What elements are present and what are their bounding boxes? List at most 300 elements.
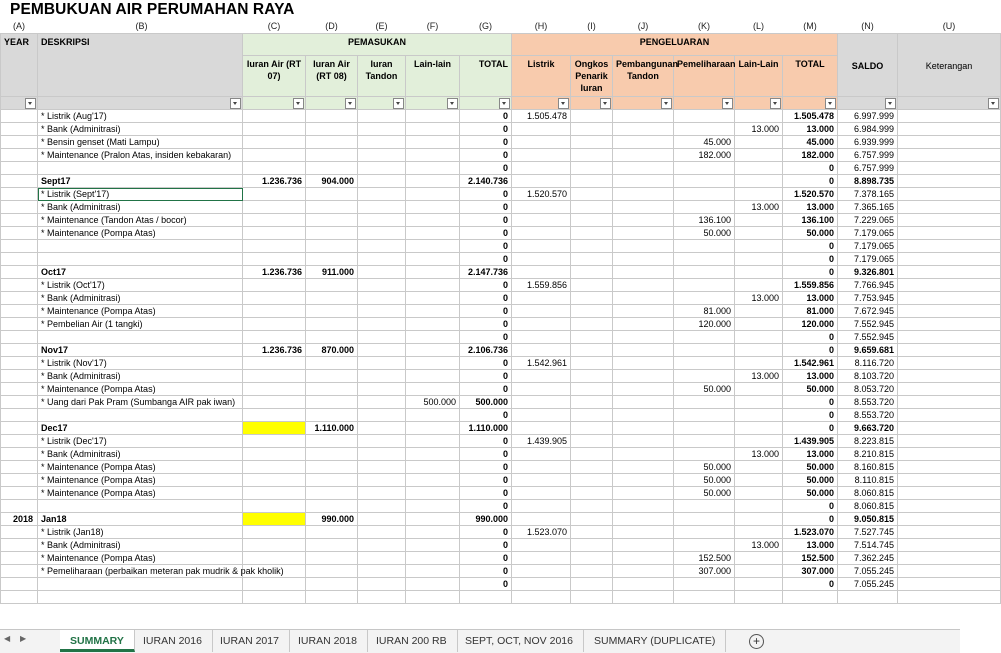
year-cell[interactable] xyxy=(1,487,38,500)
value-cell-g[interactable]: 0 xyxy=(460,162,512,175)
keterangan-cell[interactable] xyxy=(898,279,1001,292)
value-cell-h[interactable] xyxy=(512,292,571,305)
value-cell-c[interactable] xyxy=(243,578,306,591)
value-cell-g[interactable] xyxy=(460,591,512,604)
value-cell-n[interactable]: 6.757.999 xyxy=(838,162,898,175)
filter-dropdown-icon[interactable] xyxy=(25,98,36,109)
keterangan-cell[interactable] xyxy=(898,448,1001,461)
value-cell-l[interactable] xyxy=(735,188,783,201)
value-cell-i[interactable] xyxy=(571,201,613,214)
value-cell-i[interactable] xyxy=(571,357,613,370)
year-cell[interactable] xyxy=(1,266,38,279)
value-cell-l[interactable] xyxy=(735,422,783,435)
value-cell-g[interactable]: 500.000 xyxy=(460,396,512,409)
value-cell-l[interactable] xyxy=(735,227,783,240)
value-cell-k[interactable] xyxy=(674,292,735,305)
value-cell-l[interactable] xyxy=(735,552,783,565)
description-cell[interactable] xyxy=(38,253,243,266)
value-cell-l[interactable] xyxy=(735,500,783,513)
value-cell-l[interactable] xyxy=(735,266,783,279)
value-cell-j[interactable] xyxy=(613,513,674,526)
description-cell[interactable] xyxy=(38,591,243,604)
next-sheet-icon[interactable]: ▶ xyxy=(20,634,27,643)
value-cell-n[interactable]: 6.997.999 xyxy=(838,110,898,123)
value-cell-l[interactable]: 13.000 xyxy=(735,201,783,214)
value-cell-f[interactable] xyxy=(406,175,460,188)
value-cell-g[interactable]: 0 xyxy=(460,292,512,305)
value-cell-m[interactable]: 0 xyxy=(783,331,838,344)
year-cell[interactable] xyxy=(1,279,38,292)
value-cell-c[interactable] xyxy=(243,240,306,253)
value-cell-n[interactable]: 7.552.945 xyxy=(838,331,898,344)
description-cell[interactable]: * Bank (Adminitrasi) xyxy=(38,539,243,552)
value-cell-m[interactable]: 0 xyxy=(783,240,838,253)
year-cell[interactable] xyxy=(1,110,38,123)
value-cell-n[interactable]: 8.553.720 xyxy=(838,409,898,422)
value-cell-m[interactable] xyxy=(783,591,838,604)
description-cell[interactable]: Oct17 xyxy=(38,266,243,279)
value-cell-n[interactable]: 6.757.999 xyxy=(838,149,898,162)
value-cell-l[interactable] xyxy=(735,526,783,539)
year-cell[interactable] xyxy=(1,474,38,487)
keterangan-cell[interactable] xyxy=(898,318,1001,331)
year-cell[interactable] xyxy=(1,292,38,305)
value-cell-e[interactable] xyxy=(358,448,406,461)
value-cell-l[interactable] xyxy=(735,487,783,500)
value-cell-j[interactable] xyxy=(613,474,674,487)
value-cell-m[interactable]: 0 xyxy=(783,409,838,422)
value-cell-f[interactable] xyxy=(406,110,460,123)
value-cell-m[interactable]: 13.000 xyxy=(783,448,838,461)
value-cell-g[interactable]: 0 xyxy=(460,578,512,591)
value-cell-e[interactable] xyxy=(358,136,406,149)
value-cell-h[interactable] xyxy=(512,331,571,344)
value-cell-e[interactable] xyxy=(358,188,406,201)
value-cell-h[interactable]: 1.439.905 xyxy=(512,435,571,448)
value-cell-c[interactable] xyxy=(243,136,306,149)
description-cell[interactable]: * Maintenance (Pompa Atas) xyxy=(38,383,243,396)
value-cell-f[interactable] xyxy=(406,565,460,578)
value-cell-k[interactable]: 182.000 xyxy=(674,149,735,162)
value-cell-j[interactable] xyxy=(613,383,674,396)
value-cell-e[interactable] xyxy=(358,396,406,409)
value-cell-n[interactable]: 7.766.945 xyxy=(838,279,898,292)
value-cell-m[interactable]: 120.000 xyxy=(783,318,838,331)
value-cell-n[interactable] xyxy=(838,591,898,604)
value-cell-g[interactable]: 0 xyxy=(460,383,512,396)
year-cell[interactable] xyxy=(1,448,38,461)
value-cell-e[interactable] xyxy=(358,227,406,240)
value-cell-k[interactable] xyxy=(674,357,735,370)
value-cell-j[interactable] xyxy=(613,344,674,357)
value-cell-d[interactable] xyxy=(306,461,358,474)
value-cell-f[interactable] xyxy=(406,331,460,344)
value-cell-n[interactable]: 8.103.720 xyxy=(838,370,898,383)
value-cell-h[interactable] xyxy=(512,578,571,591)
value-cell-m[interactable]: 0 xyxy=(783,266,838,279)
value-cell-f[interactable] xyxy=(406,188,460,201)
value-cell-i[interactable] xyxy=(571,552,613,565)
value-cell-i[interactable] xyxy=(571,448,613,461)
value-cell-d[interactable]: 1.110.000 xyxy=(306,422,358,435)
value-cell-c[interactable] xyxy=(243,214,306,227)
filter-dropdown-icon[interactable] xyxy=(600,98,611,109)
year-cell[interactable] xyxy=(1,357,38,370)
keterangan-cell[interactable] xyxy=(898,435,1001,448)
value-cell-n[interactable]: 7.514.745 xyxy=(838,539,898,552)
value-cell-f[interactable] xyxy=(406,578,460,591)
value-cell-g[interactable]: 0 xyxy=(460,136,512,149)
value-cell-k[interactable] xyxy=(674,539,735,552)
year-cell[interactable] xyxy=(1,318,38,331)
value-cell-l[interactable]: 13.000 xyxy=(735,292,783,305)
value-cell-l[interactable] xyxy=(735,136,783,149)
value-cell-i[interactable] xyxy=(571,331,613,344)
value-cell-f[interactable] xyxy=(406,513,460,526)
value-cell-h[interactable] xyxy=(512,162,571,175)
year-cell[interactable] xyxy=(1,201,38,214)
value-cell-h[interactable]: 1.520.570 xyxy=(512,188,571,201)
value-cell-c[interactable]: 1.236.736 xyxy=(243,266,306,279)
value-cell-f[interactable] xyxy=(406,162,460,175)
value-cell-m[interactable]: 13.000 xyxy=(783,292,838,305)
value-cell-h[interactable] xyxy=(512,136,571,149)
add-sheet-icon[interactable]: + xyxy=(749,634,764,649)
value-cell-f[interactable] xyxy=(406,214,460,227)
sheet-tab[interactable]: SUMMARY xyxy=(60,630,135,652)
value-cell-j[interactable] xyxy=(613,279,674,292)
value-cell-m[interactable]: 13.000 xyxy=(783,123,838,136)
value-cell-e[interactable] xyxy=(358,461,406,474)
value-cell-h[interactable] xyxy=(512,123,571,136)
value-cell-k[interactable]: 50.000 xyxy=(674,227,735,240)
description-cell[interactable]: * Listrik (Dec'17) xyxy=(38,435,243,448)
value-cell-k[interactable] xyxy=(674,331,735,344)
value-cell-f[interactable] xyxy=(406,474,460,487)
value-cell-e[interactable] xyxy=(358,565,406,578)
value-cell-f[interactable] xyxy=(406,526,460,539)
value-cell-k[interactable] xyxy=(674,175,735,188)
value-cell-k[interactable] xyxy=(674,253,735,266)
value-cell-k[interactable] xyxy=(674,240,735,253)
filter-dropdown-icon[interactable] xyxy=(558,98,569,109)
year-cell[interactable] xyxy=(1,162,38,175)
value-cell-i[interactable] xyxy=(571,149,613,162)
value-cell-l[interactable] xyxy=(735,474,783,487)
sheet-tab[interactable]: IURAN 2018 xyxy=(288,630,368,652)
year-cell[interactable] xyxy=(1,305,38,318)
year-cell[interactable] xyxy=(1,136,38,149)
value-cell-k[interactable]: 81.000 xyxy=(674,305,735,318)
value-cell-h[interactable] xyxy=(512,201,571,214)
value-cell-i[interactable] xyxy=(571,422,613,435)
value-cell-e[interactable] xyxy=(358,305,406,318)
value-cell-h[interactable]: 1.505.478 xyxy=(512,110,571,123)
value-cell-f[interactable] xyxy=(406,500,460,513)
value-cell-m[interactable]: 0 xyxy=(783,396,838,409)
value-cell-d[interactable] xyxy=(306,305,358,318)
value-cell-f[interactable] xyxy=(406,240,460,253)
value-cell-g[interactable]: 0 xyxy=(460,214,512,227)
year-cell[interactable] xyxy=(1,331,38,344)
value-cell-j[interactable] xyxy=(613,461,674,474)
description-cell[interactable]: * Bank (Adminitrasi) xyxy=(38,292,243,305)
value-cell-m[interactable]: 0 xyxy=(783,422,838,435)
value-cell-j[interactable] xyxy=(613,292,674,305)
value-cell-i[interactable] xyxy=(571,409,613,422)
value-cell-c[interactable] xyxy=(243,422,306,435)
value-cell-j[interactable] xyxy=(613,149,674,162)
value-cell-m[interactable]: 1.505.478 xyxy=(783,110,838,123)
value-cell-f[interactable] xyxy=(406,305,460,318)
value-cell-g[interactable]: 0 xyxy=(460,227,512,240)
filter-dropdown-icon[interactable] xyxy=(885,98,896,109)
value-cell-n[interactable]: 7.365.165 xyxy=(838,201,898,214)
keterangan-cell[interactable] xyxy=(898,565,1001,578)
value-cell-k[interactable]: 136.100 xyxy=(674,214,735,227)
value-cell-h[interactable] xyxy=(512,396,571,409)
value-cell-m[interactable]: 50.000 xyxy=(783,461,838,474)
value-cell-f[interactable] xyxy=(406,591,460,604)
value-cell-l[interactable]: 13.000 xyxy=(735,448,783,461)
year-cell[interactable] xyxy=(1,344,38,357)
value-cell-m[interactable]: 0 xyxy=(783,513,838,526)
value-cell-f[interactable] xyxy=(406,344,460,357)
year-cell[interactable] xyxy=(1,500,38,513)
value-cell-e[interactable] xyxy=(358,344,406,357)
value-cell-e[interactable] xyxy=(358,292,406,305)
value-cell-e[interactable] xyxy=(358,539,406,552)
value-cell-m[interactable]: 0 xyxy=(783,344,838,357)
value-cell-n[interactable]: 8.898.735 xyxy=(838,175,898,188)
value-cell-n[interactable]: 6.939.999 xyxy=(838,136,898,149)
year-cell[interactable] xyxy=(1,149,38,162)
value-cell-n[interactable]: 9.050.815 xyxy=(838,513,898,526)
value-cell-i[interactable] xyxy=(571,253,613,266)
value-cell-l[interactable] xyxy=(735,162,783,175)
value-cell-g[interactable]: 0 xyxy=(460,565,512,578)
year-cell[interactable] xyxy=(1,422,38,435)
value-cell-g[interactable]: 1.110.000 xyxy=(460,422,512,435)
keterangan-cell[interactable] xyxy=(898,591,1001,604)
value-cell-k[interactable]: 152.500 xyxy=(674,552,735,565)
value-cell-h[interactable] xyxy=(512,552,571,565)
value-cell-n[interactable]: 7.378.165 xyxy=(838,188,898,201)
keterangan-cell[interactable] xyxy=(898,370,1001,383)
value-cell-j[interactable] xyxy=(613,409,674,422)
description-cell[interactable]: Nov17 xyxy=(38,344,243,357)
value-cell-i[interactable] xyxy=(571,240,613,253)
keterangan-cell[interactable] xyxy=(898,227,1001,240)
value-cell-h[interactable] xyxy=(512,214,571,227)
value-cell-k[interactable] xyxy=(674,188,735,201)
value-cell-e[interactable] xyxy=(358,331,406,344)
value-cell-d[interactable] xyxy=(306,162,358,175)
value-cell-m[interactable]: 0 xyxy=(783,175,838,188)
value-cell-c[interactable] xyxy=(243,526,306,539)
value-cell-g[interactable]: 0 xyxy=(460,370,512,383)
year-cell[interactable] xyxy=(1,175,38,188)
value-cell-n[interactable]: 8.110.815 xyxy=(838,474,898,487)
value-cell-f[interactable] xyxy=(406,357,460,370)
value-cell-e[interactable] xyxy=(358,162,406,175)
description-cell[interactable]: * Maintenance (Tandon Atas / bocor) xyxy=(38,214,243,227)
value-cell-d[interactable] xyxy=(306,240,358,253)
value-cell-n[interactable]: 7.055.245 xyxy=(838,578,898,591)
value-cell-e[interactable] xyxy=(358,357,406,370)
value-cell-i[interactable] xyxy=(571,539,613,552)
filter-dropdown-icon[interactable] xyxy=(770,98,781,109)
value-cell-m[interactable]: 13.000 xyxy=(783,539,838,552)
value-cell-i[interactable] xyxy=(571,227,613,240)
keterangan-cell[interactable] xyxy=(898,383,1001,396)
value-cell-h[interactable]: 1.559.856 xyxy=(512,279,571,292)
value-cell-c[interactable]: 1.236.736 xyxy=(243,344,306,357)
value-cell-d[interactable] xyxy=(306,331,358,344)
value-cell-g[interactable]: 0 xyxy=(460,149,512,162)
value-cell-g[interactable]: 0 xyxy=(460,435,512,448)
value-cell-d[interactable] xyxy=(306,110,358,123)
value-cell-e[interactable] xyxy=(358,487,406,500)
year-cell[interactable] xyxy=(1,214,38,227)
description-cell[interactable]: * Listrik (Sept'17) xyxy=(38,188,243,201)
sheet-tab[interactable]: IURAN 2017 xyxy=(210,630,290,652)
value-cell-c[interactable] xyxy=(243,318,306,331)
value-cell-m[interactable]: 0 xyxy=(783,253,838,266)
keterangan-cell[interactable] xyxy=(898,149,1001,162)
value-cell-c[interactable] xyxy=(243,162,306,175)
value-cell-e[interactable] xyxy=(358,201,406,214)
value-cell-n[interactable]: 8.160.815 xyxy=(838,461,898,474)
value-cell-e[interactable] xyxy=(358,370,406,383)
value-cell-d[interactable] xyxy=(306,396,358,409)
value-cell-j[interactable] xyxy=(613,357,674,370)
description-cell[interactable]: * Pembelian Air (1 tangki) xyxy=(38,318,243,331)
description-cell[interactable]: Sept17 xyxy=(38,175,243,188)
value-cell-h[interactable] xyxy=(512,175,571,188)
value-cell-h[interactable] xyxy=(512,370,571,383)
value-cell-l[interactable]: 13.000 xyxy=(735,370,783,383)
value-cell-m[interactable]: 50.000 xyxy=(783,227,838,240)
value-cell-j[interactable] xyxy=(613,253,674,266)
value-cell-e[interactable] xyxy=(358,149,406,162)
value-cell-f[interactable] xyxy=(406,409,460,422)
value-cell-f[interactable] xyxy=(406,552,460,565)
value-cell-j[interactable] xyxy=(613,318,674,331)
value-cell-g[interactable]: 0 xyxy=(460,500,512,513)
value-cell-g[interactable]: 2.106.736 xyxy=(460,344,512,357)
value-cell-k[interactable] xyxy=(674,344,735,357)
value-cell-g[interactable]: 0 xyxy=(460,110,512,123)
value-cell-g[interactable]: 0 xyxy=(460,461,512,474)
value-cell-g[interactable]: 2.140.736 xyxy=(460,175,512,188)
value-cell-e[interactable] xyxy=(358,526,406,539)
keterangan-cell[interactable] xyxy=(898,253,1001,266)
value-cell-h[interactable] xyxy=(512,305,571,318)
value-cell-l[interactable] xyxy=(735,331,783,344)
value-cell-c[interactable] xyxy=(243,396,306,409)
value-cell-n[interactable]: 8.116.720 xyxy=(838,357,898,370)
value-cell-d[interactable] xyxy=(306,188,358,201)
value-cell-d[interactable] xyxy=(306,253,358,266)
value-cell-d[interactable]: 911.000 xyxy=(306,266,358,279)
keterangan-cell[interactable] xyxy=(898,344,1001,357)
value-cell-j[interactable] xyxy=(613,435,674,448)
value-cell-n[interactable]: 8.553.720 xyxy=(838,396,898,409)
keterangan-cell[interactable] xyxy=(898,201,1001,214)
value-cell-c[interactable] xyxy=(243,513,306,526)
value-cell-f[interactable] xyxy=(406,279,460,292)
year-cell[interactable] xyxy=(1,370,38,383)
value-cell-c[interactable] xyxy=(243,409,306,422)
value-cell-h[interactable] xyxy=(512,539,571,552)
description-cell[interactable]: * Bank (Adminitrasi) xyxy=(38,123,243,136)
value-cell-d[interactable] xyxy=(306,487,358,500)
value-cell-i[interactable] xyxy=(571,162,613,175)
value-cell-k[interactable] xyxy=(674,396,735,409)
value-cell-d[interactable] xyxy=(306,500,358,513)
value-cell-f[interactable] xyxy=(406,149,460,162)
value-cell-d[interactable] xyxy=(306,370,358,383)
value-cell-n[interactable]: 9.663.720 xyxy=(838,422,898,435)
value-cell-c[interactable] xyxy=(243,591,306,604)
value-cell-g[interactable]: 0 xyxy=(460,552,512,565)
value-cell-f[interactable] xyxy=(406,253,460,266)
keterangan-cell[interactable] xyxy=(898,539,1001,552)
year-cell[interactable] xyxy=(1,435,38,448)
value-cell-h[interactable] xyxy=(512,461,571,474)
value-cell-f[interactable] xyxy=(406,435,460,448)
value-cell-g[interactable]: 2.147.736 xyxy=(460,266,512,279)
value-cell-l[interactable] xyxy=(735,357,783,370)
value-cell-f[interactable] xyxy=(406,487,460,500)
value-cell-k[interactable] xyxy=(674,266,735,279)
value-cell-k[interactable]: 50.000 xyxy=(674,383,735,396)
keterangan-cell[interactable] xyxy=(898,409,1001,422)
value-cell-c[interactable] xyxy=(243,487,306,500)
value-cell-n[interactable]: 8.210.815 xyxy=(838,448,898,461)
value-cell-c[interactable] xyxy=(243,253,306,266)
description-cell[interactable]: * Maintenance (Pompa Atas) xyxy=(38,552,243,565)
value-cell-c[interactable] xyxy=(243,461,306,474)
value-cell-e[interactable] xyxy=(358,552,406,565)
keterangan-cell[interactable] xyxy=(898,110,1001,123)
value-cell-d[interactable] xyxy=(306,123,358,136)
value-cell-d[interactable] xyxy=(306,201,358,214)
value-cell-n[interactable]: 7.672.945 xyxy=(838,305,898,318)
value-cell-f[interactable] xyxy=(406,383,460,396)
filter-dropdown-icon[interactable] xyxy=(345,98,356,109)
value-cell-l[interactable] xyxy=(735,565,783,578)
year-cell[interactable] xyxy=(1,578,38,591)
value-cell-d[interactable] xyxy=(306,409,358,422)
value-cell-j[interactable] xyxy=(613,591,674,604)
year-cell[interactable] xyxy=(1,240,38,253)
value-cell-e[interactable] xyxy=(358,578,406,591)
value-cell-d[interactable] xyxy=(306,591,358,604)
value-cell-l[interactable] xyxy=(735,214,783,227)
value-cell-d[interactable] xyxy=(306,136,358,149)
value-cell-m[interactable]: 1.523.070 xyxy=(783,526,838,539)
value-cell-m[interactable]: 136.100 xyxy=(783,214,838,227)
value-cell-c[interactable] xyxy=(243,188,306,201)
value-cell-k[interactable] xyxy=(674,201,735,214)
value-cell-f[interactable] xyxy=(406,461,460,474)
value-cell-d[interactable] xyxy=(306,318,358,331)
value-cell-i[interactable] xyxy=(571,279,613,292)
value-cell-l[interactable] xyxy=(735,318,783,331)
value-cell-c[interactable] xyxy=(243,279,306,292)
